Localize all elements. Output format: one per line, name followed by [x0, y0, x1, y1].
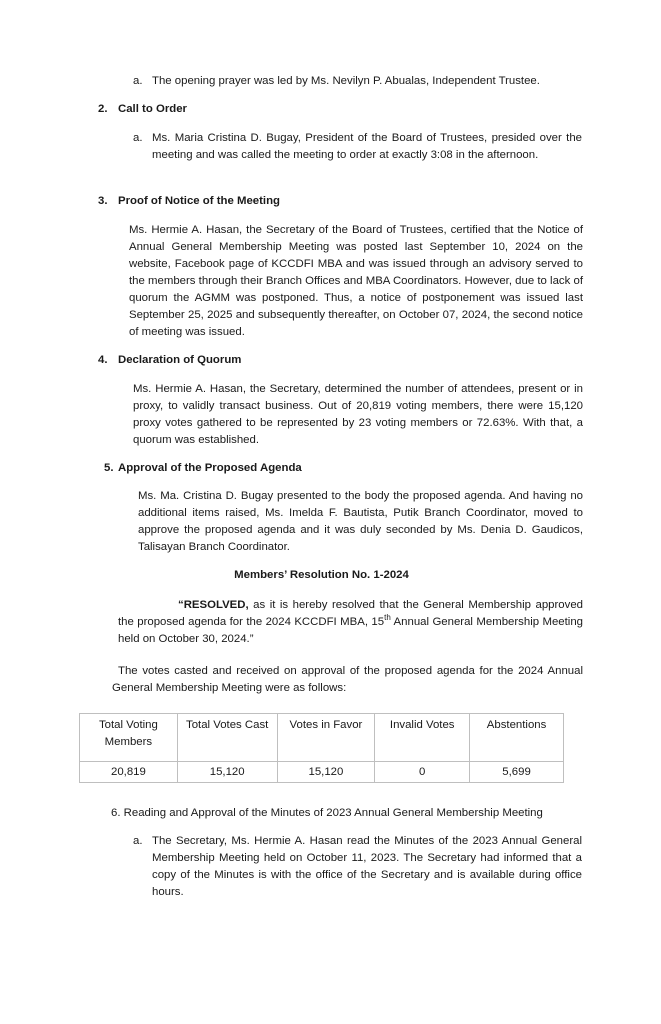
section-heading-declaration-of-quorum: Declaration of Quorum — [118, 354, 242, 366]
section-heading-approval-of-agenda: Approval of the Proposed Agenda — [118, 462, 302, 474]
list-marker: a. — [133, 75, 143, 87]
section-heading-proof-of-notice: Proof of Notice of the Meeting — [118, 195, 280, 207]
section-heading-call-to-order: Call to Order — [118, 103, 187, 115]
table-cell: 5,699 — [470, 762, 564, 783]
quorum-paragraph: Ms. Hermie A. Hasan, the Secretary, determined the number of attendees, present or in proxy, to validly transact business. Out of 20,819 voting members, there were 15,120 proxy votes gathered to be represented by 23 voting members or 72.63%. With that, a quorum was established. — [133, 383, 583, 446]
reading-of-minutes-text: The Secretary, Ms. Hermie A. Hasan read the Minutes of the 2023 Annual General Membership Meeting held on October 11, 2023. The Secretary had informed that a copy of the Minutes is with the office of the Secretary and is available during office hours. — [152, 835, 582, 898]
proof-of-notice-paragraph: Ms. Hermie A. Hasan, the Secretary of the Board of Trustees, certified that the Notice of Annual General Membership Meeting was posted last September 10, 2024 on the website, Facebook page of KCCDFI MBA and was issued through an advisory served to the members through their Branch Offices and MBA Coordinators. However, due to lack of quorum the AGMM was postponed. Thus, a notice of postponement was issued last September 25, 2025 and subsequently thereafter, on October 07, 2024, the second notice of meeting was issued. — [129, 224, 583, 338]
resolved-keyword: “RESOLVED, — [178, 599, 249, 611]
list-marker: a. — [133, 132, 143, 144]
call-to-order-text: Ms. Maria Cristina D. Bugay, President of the Board of Trustees, presided over the meeting and was called the meeting to order at exactly 3:08 in the afternoon. — [152, 132, 582, 161]
table-header-cell: Invalid Votes — [375, 714, 470, 762]
resolution-paragraph — [118, 597, 583, 648]
table-cell: 15,120 — [277, 762, 375, 783]
table-cell: 15,120 — [177, 762, 277, 783]
table-cell: 20,819 — [80, 762, 178, 783]
table-header-row — [80, 714, 564, 762]
section-number: 2. — [98, 103, 108, 115]
section-number: 4. — [98, 354, 108, 366]
section-number: 5. — [104, 462, 114, 474]
table-header-cell: Votes in Favor — [277, 714, 375, 762]
ordinal-suffix: th — [384, 613, 391, 623]
approval-of-agenda-paragraph: Ms. Ma. Cristina D. Bugay presented to the body the proposed agenda. And having no additional items raised, Ms. Imelda F. Bautista, Putik Branch Coordinator, moved to approve the proposed agenda and it was duly seconded by Ms. Denia D. Gaudicos, Talisayan Branch Coordinator. — [138, 490, 583, 553]
resolution-text: as it is hereby resolved that the General Membership approved the proposed agenda for the 2024 KCCDFI MBA, 15 — [118, 599, 583, 628]
resolution-title: Members’ Resolution No. 1-2024 — [234, 569, 409, 581]
opening-prayer-text: The opening prayer was led by Ms. Nevilyn P. Abualas, Independent Trustee. — [152, 75, 540, 87]
section-number: 3. — [98, 195, 108, 207]
table-header-cell: Total Voting Members — [80, 714, 178, 762]
resolution-text-end: Annual General Membership Meeting held on October 30, 2024.” — [118, 616, 584, 645]
table-row — [80, 762, 564, 783]
list-marker: a. — [133, 835, 143, 847]
votes-intro-paragraph: The votes casted and received on approval of the proposed agenda for the 2024 Annual General Membership Meeting were as follows: — [112, 665, 583, 694]
table-header-cell: Total Votes Cast — [177, 714, 277, 762]
section-heading-reading-of-minutes: 6. Reading and Approval of the Minutes of 2023 Annual General Membership Meeting — [111, 807, 543, 819]
table-header-cell: Abstentions — [470, 714, 564, 762]
votes-table — [79, 713, 564, 783]
table-cell: 0 — [375, 762, 470, 783]
